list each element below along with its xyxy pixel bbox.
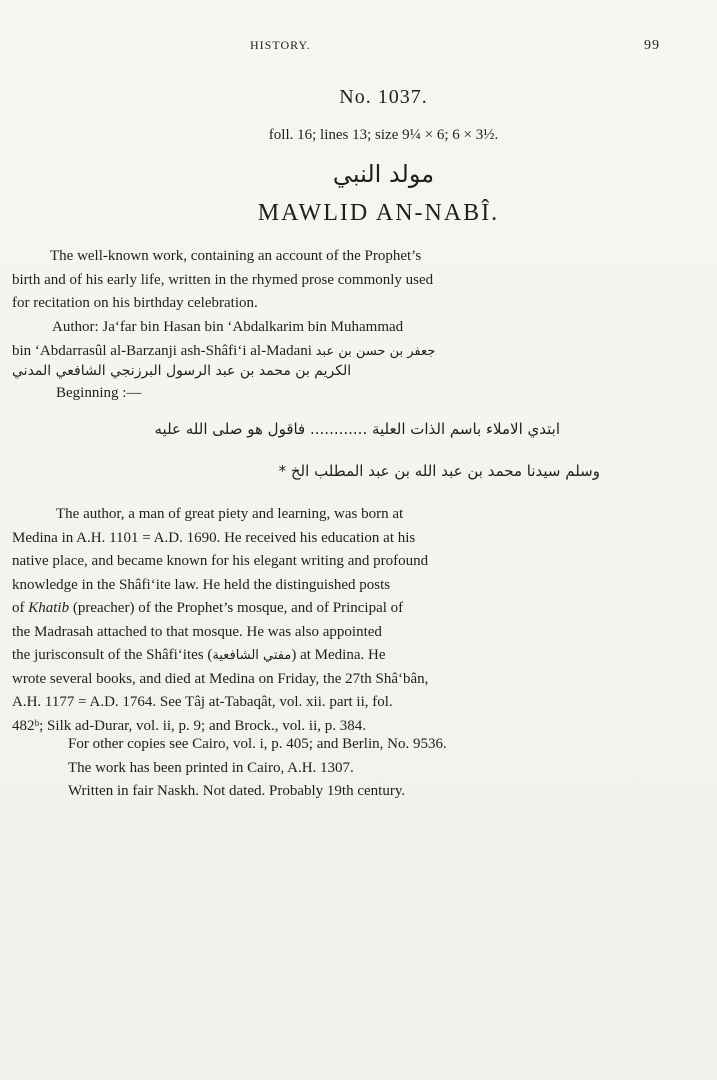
description-paragraph [12, 245, 604, 316]
other-copies-note: For other copies see Cairo, vol. i, p. 405; and Berlin, No. 9536. [68, 736, 447, 752]
author-line-latin: bin ‘Abdarrasûl al-Barzanji ash-Shâfi‘i al-Madani [12, 342, 312, 359]
description-line: for recitation on his birthday celebration. [12, 295, 258, 311]
biography-text: (preacher) of the Prophet’s mosque, and of Principal of [69, 600, 404, 616]
running-title: HISTORY. [250, 38, 311, 52]
biography-line: knowledge in the Shâfi‘ite law. He held the distinguished posts [12, 576, 391, 593]
biography-text: ) at Medina. He [291, 647, 386, 663]
biography-text: the jurisconsult of the Shâfi‘ites ( [12, 647, 213, 663]
beginning-arabic-line: وسلم سيدنا محمد بن عبد الله بن عبد المطلب الخ * [278, 462, 600, 480]
entry-title: MAWLID AN-NABÎ. [257, 200, 500, 226]
notes-section [68, 733, 608, 804]
printed-edition-note: The work has been printed in Cairo, A.H. 1307. [68, 759, 354, 776]
description-line: birth and of his early life, written in the rhymed prose commonly used [12, 271, 434, 288]
beginning-arabic-line: ابتدي الاملاء باسم الذات العلية ............ فاقول هو صلى الله عليه [154, 420, 560, 438]
page-number: 99 [644, 38, 660, 53]
biography-text: of [12, 600, 29, 616]
entry-number: No. 1037. [339, 86, 428, 108]
mufti-arabic-term: مفتي الشافعية [212, 648, 292, 663]
biography-line: wrote several books, and died at Medina on Friday, the 27th Shâ‘bân, [12, 670, 429, 687]
biography-paragraph [12, 503, 604, 738]
author-line [12, 340, 604, 364]
biography-line: A.H. 1177 = A.D. 1764. See Tâj at-Tabaqât, vol. xii. part ii, fol. [12, 694, 393, 710]
author-arabic-continuation: الكريم بن محمد بن عبد الرسول البرزنجي الشافعي المدني [12, 363, 352, 379]
biography-line: 482ᵇ; Silk ad-Durar, vol. ii, p. 9; and Brock., vol. ii, p. 384. [12, 717, 367, 734]
author-line: Author: Ja‘far bin Hasan bin ‘Abdalkarim bin Muhammad [52, 319, 404, 335]
biography-line: The author, a man of great piety and learning, was born at [56, 506, 404, 522]
biography-line: Medina in A.H. 1101 = A.D. 1690. He received his education at his [12, 529, 416, 546]
script-note: Written in fair Naskh. Not dated. Probably 19th century. [68, 783, 406, 799]
beginning-label: Beginning :— [56, 385, 142, 401]
author-line-arabic: جعفر بن حسن بن عبد [315, 343, 436, 359]
collation-line: foll. 16; lines 13; size 9¼ × 6; 6 × 3½. [268, 127, 499, 143]
description-line: The well-known work, containing an account of the Prophet’s [50, 248, 422, 264]
biography-line: native place, and became known for his elegant writing and profound [12, 553, 429, 569]
biography-line [12, 644, 604, 668]
biography-line [12, 597, 604, 621]
biography-line: the Madrasah attached to that mosque. He was also appointed [12, 623, 382, 640]
author-paragraph [12, 316, 604, 363]
khatib-term: Khatib [28, 600, 70, 616]
running-header [250, 38, 660, 53]
arabic-title: مولد النبي [332, 160, 435, 188]
